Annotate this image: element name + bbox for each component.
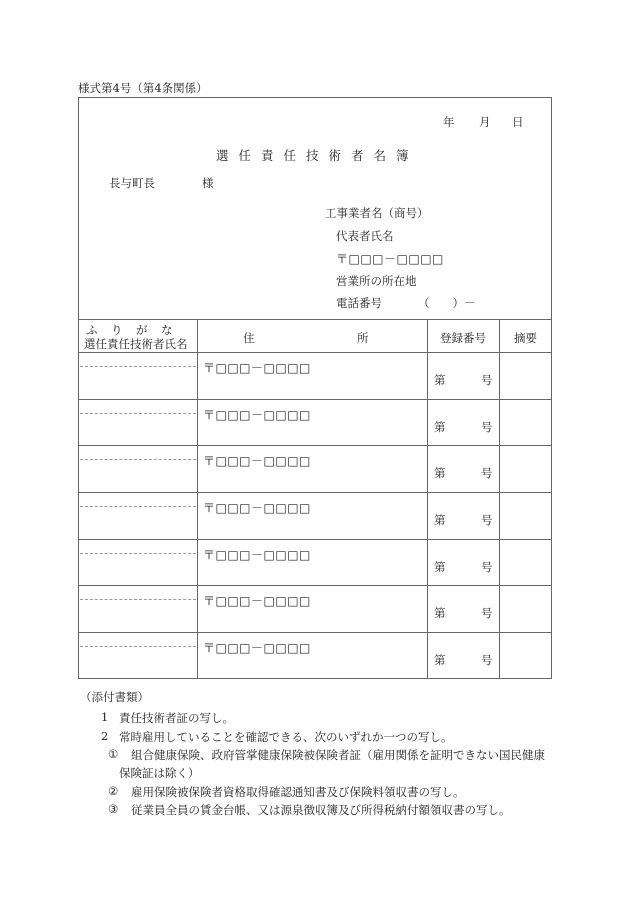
row-reg-prefix: 第 — [434, 606, 446, 620]
row-reg-suffix: 号 — [481, 606, 493, 620]
office-address-label: 営業所の所在地 — [336, 274, 417, 288]
table-col-divider — [427, 319, 428, 679]
subnote-number: ③ — [108, 802, 119, 816]
row-reg-prefix: 第 — [434, 653, 446, 667]
date-day-label: 日 — [512, 115, 524, 129]
note-number: 2 — [101, 729, 109, 743]
row-reg-prefix: 第 — [434, 513, 446, 527]
row-postal-code: 〒□□□－□□□□ — [203, 361, 311, 375]
furigana-dashed-line — [80, 459, 196, 460]
subnote-number: ① — [108, 747, 119, 761]
header-address-2: 所 — [357, 331, 369, 345]
row-reg-prefix: 第 — [434, 373, 446, 387]
row-reg-suffix: 号 — [481, 513, 493, 527]
note-text: 責任技術者証の写し。 — [119, 711, 234, 725]
note-text: 常時雇用していることを確認できる、次のいずれか一つの写し。 — [119, 730, 453, 744]
table-col-divider — [499, 319, 500, 679]
subnote-text: 従業員全員の賃金台帳、又は源泉徴収簿及び所得税納付額領収書の写し。 — [131, 803, 511, 817]
subnote-continuation: 保険証は除く） — [119, 766, 200, 780]
table-row-divider — [78, 492, 552, 493]
subnote-text: 組合健康保険、政府管掌健康保険被保険者証（雇用関係を証明できない国民健康 — [131, 748, 545, 762]
header-registration-number: 登録番号 — [440, 331, 486, 345]
row-reg-suffix: 号 — [481, 560, 493, 574]
attachments-heading: （添付書類） — [80, 690, 149, 704]
note-number: 1 — [101, 710, 109, 724]
row-postal-code: 〒□□□－□□□□ — [203, 454, 311, 468]
table-top-border — [78, 319, 552, 320]
date-month-label: 月 — [479, 115, 491, 129]
furigana-dashed-line — [80, 506, 196, 507]
company-name-label: 工事業者名（商号） — [325, 206, 429, 220]
row-postal-code: 〒□□□－□□□□ — [203, 501, 311, 515]
furigana-dashed-line — [80, 646, 196, 647]
subnote-text: 雇用保険被保険者資格取得確認通知書及び保険料領収書の写し。 — [131, 785, 465, 799]
furigana-dashed-line — [80, 553, 196, 554]
table-row-divider — [78, 539, 552, 540]
row-reg-suffix: 号 — [481, 373, 493, 387]
representative-name-label: 代表者氏名 — [336, 229, 394, 243]
form-number-label: 様式第4号（第4条関係） — [78, 81, 208, 95]
furigana-dashed-line — [80, 366, 196, 367]
phone-format: （ ）－ — [418, 296, 476, 310]
addressee-honorific: 様 — [202, 176, 214, 190]
table-col-divider — [197, 319, 198, 679]
furigana-dashed-line — [80, 599, 196, 600]
row-reg-prefix: 第 — [434, 466, 446, 480]
row-reg-suffix: 号 — [481, 420, 493, 434]
applicant-postal-code: 〒□□□－□□□□ — [336, 252, 444, 266]
row-reg-suffix: 号 — [481, 653, 493, 667]
table-header-bottom-border — [78, 352, 552, 353]
row-postal-code: 〒□□□－□□□□ — [203, 594, 311, 608]
date-year-label: 年 — [443, 115, 455, 129]
addressee-name: 長与町長 — [109, 176, 155, 190]
table-row-divider — [78, 632, 552, 633]
row-reg-prefix: 第 — [434, 560, 446, 574]
table-row-divider — [78, 585, 552, 586]
header-technician-name: 選任責任技術者氏名 — [84, 337, 188, 351]
header-address-1: 住 — [243, 331, 255, 345]
row-postal-code: 〒□□□－□□□□ — [203, 408, 311, 422]
table-row-divider — [78, 445, 552, 446]
row-reg-prefix: 第 — [434, 420, 446, 434]
row-reg-suffix: 号 — [481, 466, 493, 480]
page-title: 選任責任技術者名簿 — [216, 148, 419, 163]
header-furigana: ふ り が な — [86, 323, 174, 337]
subnote-number: ② — [108, 784, 119, 798]
header-remarks: 摘要 — [514, 331, 537, 345]
row-postal-code: 〒□□□－□□□□ — [203, 641, 311, 655]
table-row-divider — [78, 399, 552, 400]
row-postal-code: 〒□□□－□□□□ — [203, 548, 311, 562]
phone-label: 電話番号 — [336, 296, 382, 310]
furigana-dashed-line — [80, 413, 196, 414]
